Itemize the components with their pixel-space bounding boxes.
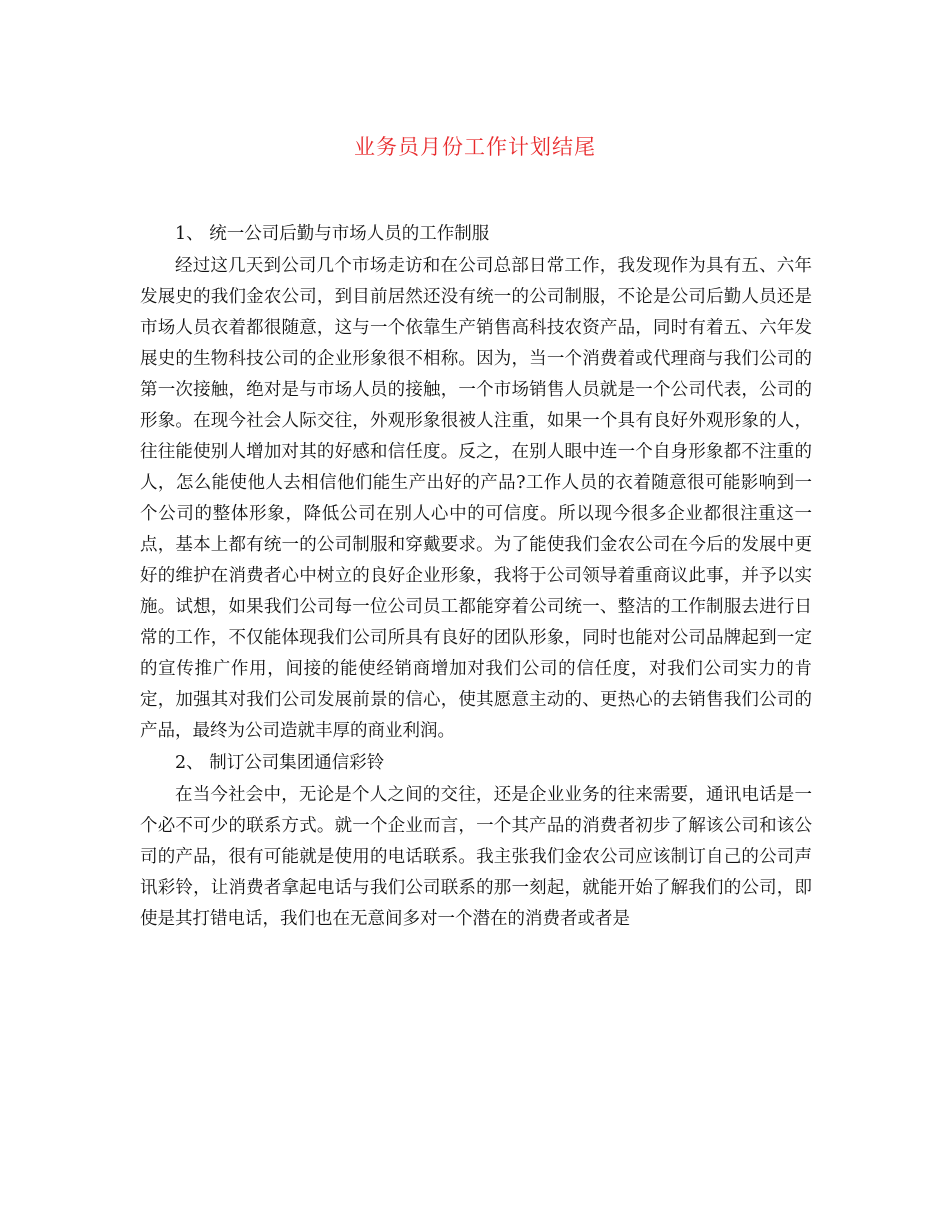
section-1-heading: 1、 统一公司后勤与市场人员的工作制服	[175, 224, 490, 244]
section-2-paragraph: 在当今社会中，无论是个人之间的交往，还是企业业务的往来需要，通讯电话是一个必不可少的联系方式。就一个企业而言，一个其产品的消费者初步了解该公司和该公司的产品，很有可能就是使用的电话联系。我主张我们金农公司应该制订自己的公司声讯彩铃，让消费者拿起电话与我们公司联系的那一刻起，就能开始了解我们的公司，即使是其打错电话，我们也在无意间多对一个潜在的消费者或者是	[140, 785, 812, 929]
section-1-paragraph: 经过这几天到公司几个市场走访和在公司总部日常工作，我发现作为具有五、六年发展史的我们金农公司，到目前居然还没有统一的公司制服，不论是公司后勤人员还是市场人员衣着都很随意，这与一个依靠生产销售高科技农资产品，同时有着五、六年发展史的生物科技公司的企业形象很不相称。因为，当一个消费着或代理商与我们公司的第一次接触，绝对是与市场人员的接触，一个市场销售人员就是一个公司代表，公司的形象。在现今社会人际交往，外观形象很被人注重，如果一个具有良好外观形象的人，往往能使别人增加对其的好感和信任度。反之，在别人眼中连一个自身形象都不注重的人，怎么能使他人去相信他们能生产出好的产品?工作人员的衣着随意很可能影响到一个公司的整体形象，降低公司在别人心中的可信度。所以现今很多企业都很注重这一点，基本上都有统一的公司制服和穿戴要求。为了能使我们金农公司在今后的发展中更好的维护在消费者心中树立的良好企业形象，我将于公司领导着重商议此事，并予以实施。试想，如果我们公司每一位公司员工都能穿着公司统一、整洁的工作制服去进行日常的工作，不仅能体现我们公司所具有良好的团队形象，同时也能对公司品牌起到一定的宣传推广作用，间接的能使经销商增加对我们公司的信任度，对我们公司实力的肯定，加强其对我们公司发展前景的信心，使其愿意主动的、更热心的去销售我们公司的产品，最终为公司造就丰厚的商业利润。	[140, 256, 812, 741]
document-body	[140, 218, 812, 935]
document-title: 业务员月份工作计划结尾	[354, 135, 596, 159]
section-2-heading: 2、 制订公司集团通信彩铃	[175, 753, 385, 773]
